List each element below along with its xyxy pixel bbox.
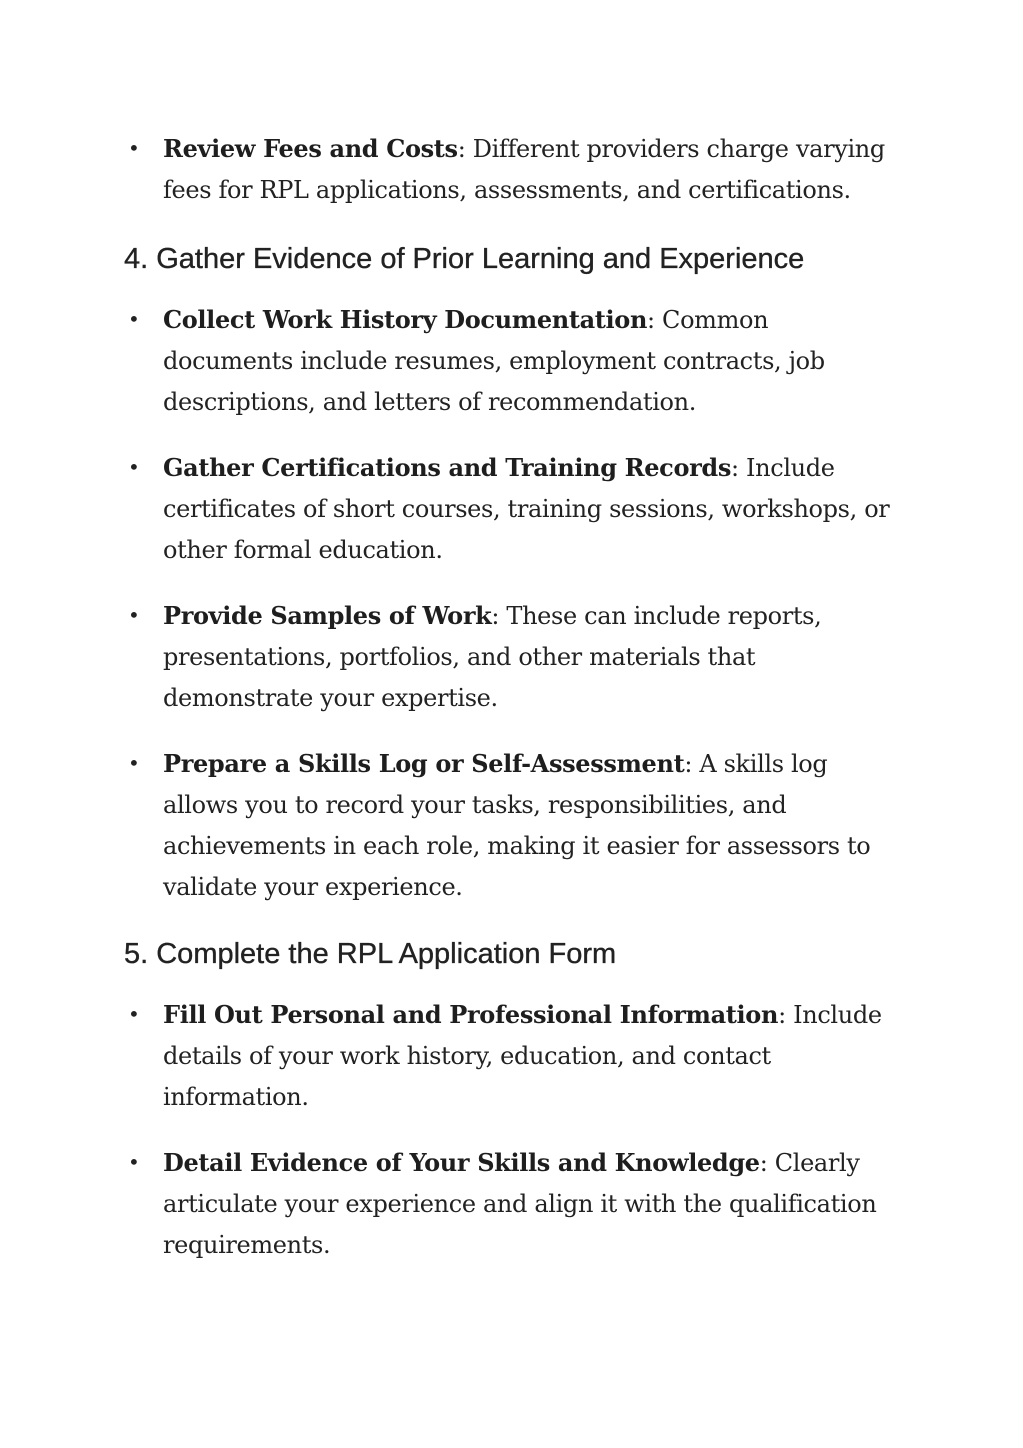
item-term: Prepare a Skills Log or Self-Assessment bbox=[163, 749, 685, 778]
item-text: : Include certificates of short courses, training sessions, workshops, or other formal education. bbox=[163, 454, 890, 564]
list-item bbox=[0, 447, 1023, 571]
bullet-icon: • bbox=[128, 136, 140, 160]
bullet-icon: • bbox=[128, 455, 140, 479]
bullet-icon: • bbox=[128, 1002, 140, 1026]
bullet-icon: • bbox=[128, 751, 140, 775]
item-term: Provide Samples of Work bbox=[163, 601, 492, 630]
bullet-icon: • bbox=[128, 603, 140, 627]
item-text: : A skills log allows you to record your tasks, responsibilities, and achievements in each role, making it easier for assessors to validate your experience. bbox=[163, 750, 871, 901]
list-item bbox=[0, 994, 1023, 1118]
section-heading-5: 5. Complete the RPL Application Form bbox=[124, 938, 617, 970]
list-item bbox=[0, 595, 1023, 719]
item-text: : Common documents include resumes, employment contracts, job descriptions, and letters of recommendation. bbox=[163, 306, 825, 416]
item-term: Review Fees and Costs bbox=[163, 134, 458, 163]
item-term: Gather Certifications and Training Records bbox=[163, 453, 731, 482]
list-item bbox=[0, 128, 1023, 211]
list-item bbox=[0, 1142, 1023, 1266]
list-item bbox=[0, 743, 1023, 908]
bullet-icon: • bbox=[128, 307, 140, 331]
application-list bbox=[0, 994, 1023, 1266]
list-item bbox=[0, 299, 1023, 423]
item-term: Fill Out Personal and Professional Information bbox=[163, 1000, 779, 1029]
item-term: Detail Evidence of Your Skills and Knowledge bbox=[163, 1148, 760, 1177]
item-text: : Clearly articulate your experience and align it with the qualification requirements. bbox=[163, 1149, 877, 1259]
item-term: Collect Work History Documentation bbox=[163, 305, 648, 334]
bullet-icon: • bbox=[128, 1150, 140, 1174]
evidence-list bbox=[0, 299, 1023, 908]
fees-list bbox=[0, 128, 1023, 211]
section-heading-4: 4. Gather Evidence of Prior Learning and Experience bbox=[124, 243, 805, 275]
item-text: : These can include reports, presentations, portfolios, and other materials that demonstrate your expertise. bbox=[163, 602, 822, 712]
item-text: : Include details of your work history, education, and contact information. bbox=[163, 1001, 882, 1111]
item-text: : Different providers charge varying fees for RPL applications, assessments, and certifications. bbox=[163, 135, 885, 204]
